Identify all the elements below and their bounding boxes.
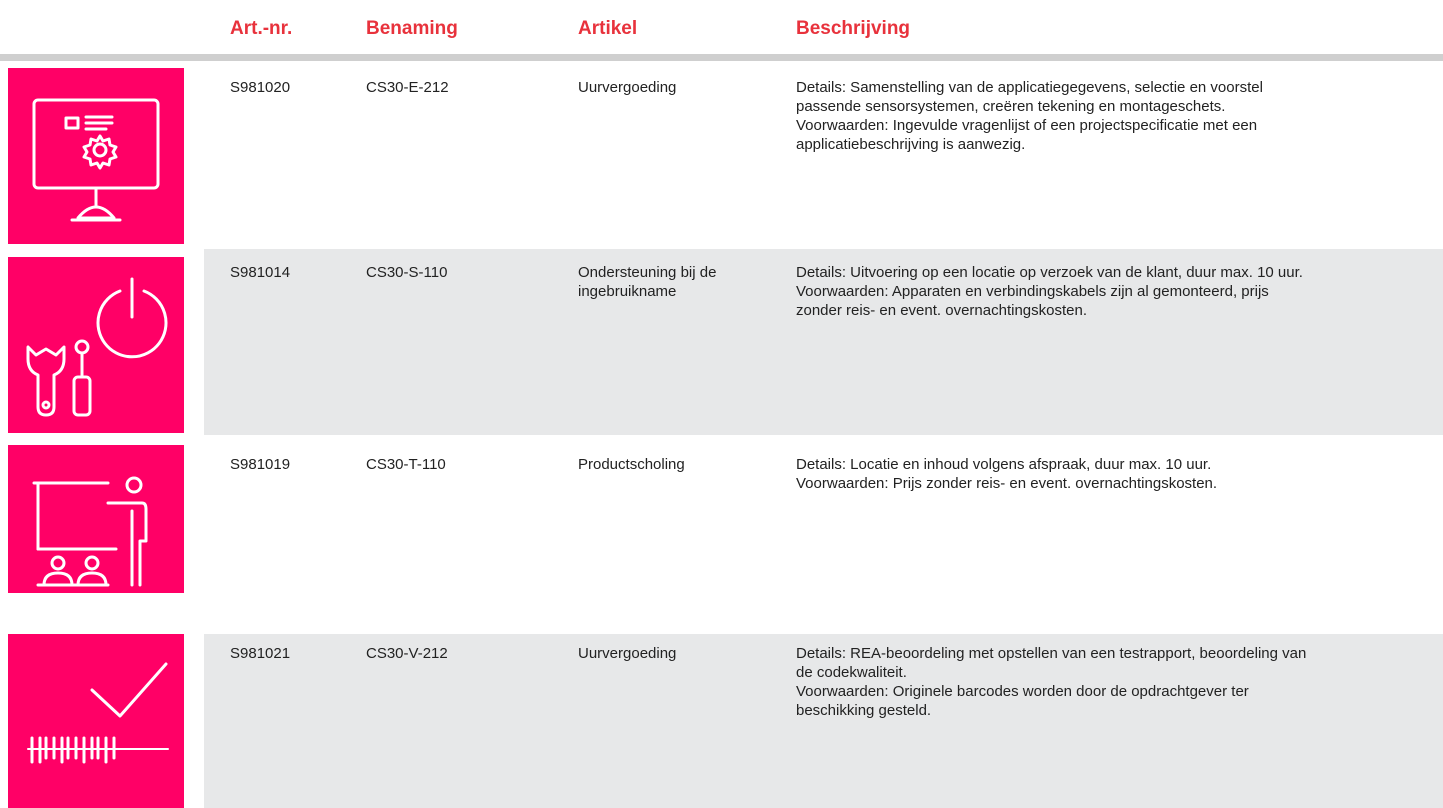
header-divider [0, 54, 1443, 61]
service-icon-tile [8, 634, 184, 808]
cell-artnr: S981019 [230, 456, 291, 473]
monitor-settings-icon [8, 68, 184, 244]
description-line: passende sensorsystemen, creëren tekening en montageschets. [796, 98, 1226, 115]
table-row [204, 634, 1443, 808]
description-line: applicatiebeschrijving is aanwezig. [796, 136, 1026, 153]
description-line: Voorwaarden: Ingevulde vragenlijst of een projectspecificatie met een [796, 117, 1258, 134]
cell-benaming: CS30-V-212 [366, 645, 448, 662]
service-icon-tile [8, 68, 184, 244]
table-header [0, 0, 1443, 60]
description-line: Details: Uitvoering op een locatie op verzoek van de klant, duur max. 10 uur. [796, 264, 1303, 281]
cell-artnr: S981021 [230, 645, 291, 662]
cell-artnr: S981020 [230, 79, 291, 96]
barcode-check-icon [8, 634, 184, 808]
cell-artikel: Uurvergoeding [578, 645, 677, 662]
cell-artikel: Uurvergoeding [578, 79, 677, 96]
table-row [204, 68, 1443, 244]
cell-artikel: Productscholing [578, 456, 685, 473]
description-line: Voorwaarden: Apparaten en verbindingskabels zijn al gemonteerd, prijs [796, 283, 1269, 300]
cell-benaming: CS30-S-110 [366, 264, 448, 281]
description-line: Details: REA-beoordeling met opstellen van een testrapport, beoordeling van [796, 645, 1307, 662]
description-line: Voorwaarden: Originele barcodes worden door de opdrachtgever ter [796, 683, 1249, 700]
description-line: zonder reis- en event. overnachtingskosten. [796, 302, 1087, 319]
description-line: Details: Locatie en inhoud volgens afspraak, duur max. 10 uur. [796, 456, 1212, 473]
service-icon-tile [8, 445, 184, 593]
cell-artikel: Ondersteuning bij de ingebruikname [578, 264, 717, 300]
cell-beschrijving [796, 644, 1436, 720]
column-header-artnr: Art.-nr. [230, 18, 293, 39]
tools-power-icon [8, 257, 184, 433]
description-line: Details: Samenstelling van de applicatiegegevens, selectie en voorstel [796, 79, 1263, 96]
column-header-benaming: Benaming [366, 18, 458, 39]
cell-benaming: CS30-E-212 [366, 79, 449, 96]
cell-benaming: CS30-T-110 [366, 456, 446, 473]
description-line: beschikking gesteld. [796, 702, 932, 719]
column-header-beschrijving: Beschrijving [796, 18, 911, 39]
table-row [204, 249, 1443, 435]
description-line: de codekwaliteit. [796, 664, 907, 681]
description-line: Voorwaarden: Prijs zonder reis- en event. overnachtingskosten. [796, 475, 1218, 492]
column-header-artikel: Artikel [578, 18, 638, 39]
presentation-training-icon [8, 445, 184, 593]
cell-beschrijving [796, 263, 1436, 320]
cell-beschrijving [796, 455, 1436, 493]
table-row [204, 445, 1443, 621]
cell-beschrijving [796, 78, 1436, 154]
service-icon-tile [8, 257, 184, 433]
cell-artnr: S981014 [230, 264, 291, 281]
